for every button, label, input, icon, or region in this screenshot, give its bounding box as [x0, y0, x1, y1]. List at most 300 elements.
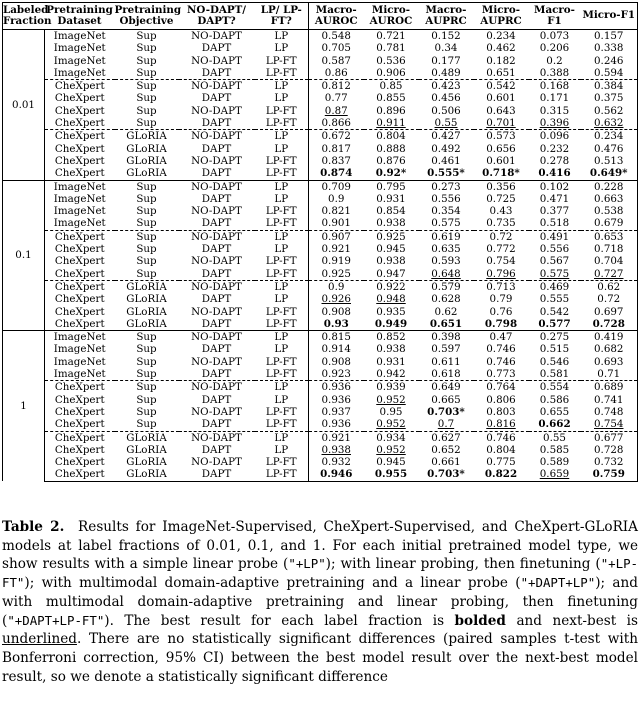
micro-auprc-cell: 0.356: [474, 180, 529, 193]
pretraining-objective-cell: GLoRIA: [115, 167, 179, 180]
macro-auprc-cell: 0.427: [419, 130, 474, 143]
dapt-cell: NO-DAPT: [191, 205, 242, 218]
underlined-value: 0.575: [539, 267, 570, 280]
macro-auprc-cell: 0.597: [431, 343, 461, 356]
pretraining-dataset-cell: CheXpert: [54, 117, 105, 130]
table-row: [3, 117, 638, 130]
micro-auroc-cell: 0.85: [364, 80, 419, 93]
dapt-cell: DAPT: [201, 293, 232, 306]
micro-auprc-cell: 0.573: [474, 130, 529, 143]
dapt-cell: DAPT: [201, 92, 232, 105]
underlined-value: 0.754: [594, 418, 624, 431]
table-row: [3, 381, 638, 394]
macro-auroc-cell: 0.923: [321, 368, 351, 381]
macro-f1-cell: 0.102: [529, 180, 581, 193]
macro-f1-cell: 0.662: [538, 418, 571, 431]
dapt-cell: NO-DAPT: [191, 305, 242, 318]
macro-auprc-cell: 0.492: [431, 142, 461, 155]
table-row: [3, 431, 638, 444]
header-row: [3, 3, 638, 30]
underlined-value: 0.7: [437, 418, 455, 431]
micro-auprc-cell: 0.72: [474, 230, 529, 243]
macro-auprc-cell: 0.628: [431, 293, 461, 306]
pretraining-objective-cell: GLoRIA: [115, 431, 179, 444]
micro-auprc-cell: 0.798: [474, 318, 529, 331]
pretraining-dataset-cell: CheXpert: [54, 104, 105, 117]
macro-f1-cell: 0.518: [539, 217, 570, 230]
dapt-cell: DAPT: [179, 167, 255, 180]
micro-auroc-cell: 0.795: [364, 180, 419, 193]
underlined-value: 0.659: [539, 468, 570, 481]
pretraining-dataset-cell: CheXpert: [54, 456, 105, 469]
pretraining-objective-cell: GLoRIA: [126, 154, 167, 167]
lp-cell: LP: [255, 444, 309, 456]
table-row: [3, 468, 638, 481]
pretraining-dataset-cell: CheXpert: [45, 230, 115, 243]
micro-auprc-cell: 0.47: [474, 331, 529, 344]
pretraining-objective-cell: Sup: [136, 355, 157, 368]
caption-code-4: "+DAPT+LP-FT": [7, 612, 105, 628]
macro-auroc-cell: 0.925: [321, 267, 351, 280]
lp-cell: LP-FT: [255, 167, 309, 180]
macro-auprc-cell: 0.423: [419, 80, 474, 93]
micro-auprc-cell: 0.746: [486, 343, 516, 356]
micro-f1-cell: 0.157: [581, 30, 638, 43]
table-row: [3, 130, 638, 143]
lp-cell: LP-FT: [255, 468, 309, 481]
macro-f1-cell: 0.388: [539, 66, 570, 79]
macro-auprc-cell: 0.62: [434, 305, 458, 318]
macro-f1-cell: 0.096: [529, 130, 581, 143]
micro-auroc-cell: 0.721: [376, 30, 406, 42]
micro-auprc-cell: 0.542: [474, 80, 529, 93]
micro-auprc-cell: 0.76: [489, 305, 513, 318]
pretraining-objective-cell: Sup: [136, 418, 157, 431]
macro-f1-cell: 0.581: [539, 368, 570, 381]
micro-f1-cell: 0.653: [581, 230, 638, 243]
lp-cell: LP: [255, 30, 309, 43]
micro-auprc-cell: 0.656: [486, 142, 516, 155]
pretraining-dataset-cell: CheXpert: [45, 130, 115, 143]
pretraining-dataset-cell: CheXpert: [54, 243, 105, 256]
micro-auprc-cell: 0.43: [489, 205, 513, 218]
caption-text-2: ); with linear probing, then finetuning (: [325, 556, 601, 573]
pretraining-dataset-cell: CheXpert: [45, 431, 115, 444]
macro-auroc-cell: 0.936: [309, 381, 364, 394]
macro-f1-cell: 0.171: [539, 92, 570, 105]
pretraining-dataset-cell: ImageNet: [53, 54, 106, 67]
macro-auroc-cell: 0.93: [309, 318, 364, 331]
pretraining-objective-cell: Sup: [136, 343, 157, 356]
underlined-value: 0.55: [434, 117, 458, 130]
dapt-cell: NO-DAPT: [179, 130, 255, 143]
caption-code-1: "+LP": [288, 556, 326, 572]
lp-cell: LP-FT: [255, 368, 309, 381]
micro-auroc-cell: 0.888: [376, 142, 406, 155]
underlined-value: 0.911: [376, 117, 406, 130]
macro-auroc-cell: [309, 293, 364, 305]
macro-auroc-cell: 0.9: [328, 192, 345, 205]
pretraining-objective-cell: Sup: [136, 393, 157, 406]
underlined-value: 0.952: [376, 443, 406, 456]
macro-f1-cell: 0.471: [539, 192, 570, 205]
macro-auroc-cell: 0.812: [309, 80, 364, 93]
lp-cell: LP: [255, 143, 309, 155]
macro-auroc-cell: 0.937: [321, 405, 351, 418]
micro-auprc-cell: 0.234: [486, 30, 516, 42]
macro-f1-cell: 0.577: [529, 318, 581, 331]
table-row: [3, 180, 638, 193]
micro-f1-cell: 0.228: [581, 180, 638, 193]
table-row: [3, 42, 638, 54]
table-row: [3, 105, 638, 117]
macro-auprc-cell: 0.575: [431, 217, 461, 230]
macro-f1-cell: 0.232: [539, 142, 570, 155]
dapt-cell: NO-DAPT: [191, 104, 242, 117]
pretraining-objective-cell: Sup: [136, 66, 157, 79]
table-row: [3, 343, 638, 355]
micro-auroc-cell: 0.939: [364, 381, 419, 394]
underlined-value: 0.727: [594, 267, 624, 280]
pretraining-objective-cell: Sup: [136, 255, 157, 268]
header-pretraining-dataset: Pretraining Dataset: [45, 3, 115, 30]
lp-cell: LP-FT: [255, 117, 309, 130]
pretraining-dataset-cell: CheXpert: [54, 393, 105, 406]
micro-auroc-cell: 0.947: [376, 267, 406, 280]
table-row: [3, 155, 638, 167]
macro-f1-cell: 0.515: [539, 343, 570, 356]
macro-auprc-cell: 0.152: [431, 30, 461, 42]
pretraining-dataset-cell: ImageNet: [45, 180, 115, 193]
macro-f1-cell: 0.55: [529, 431, 581, 444]
caption-text-6: and next-best is: [505, 612, 639, 629]
pretraining-objective-cell: Sup: [136, 92, 157, 105]
pretraining-objective-cell: GLoRIA: [126, 142, 167, 155]
macro-auroc-cell: 0.936: [321, 418, 351, 431]
table-row: [3, 230, 638, 243]
macro-auprc-cell: 0.34: [434, 42, 458, 55]
pretraining-objective-cell: Sup: [136, 267, 157, 280]
micro-auroc-cell: 0.942: [376, 368, 406, 381]
micro-auprc-cell: 0.806: [486, 393, 516, 406]
caption-bold-word: bolded: [454, 612, 506, 629]
micro-f1-cell: 0.728: [581, 318, 638, 331]
macro-auroc-cell: 0.817: [321, 142, 351, 155]
pretraining-objective-cell: Sup: [136, 368, 157, 381]
micro-f1-cell: 0.693: [581, 356, 638, 368]
header-micro-auprc: Micro-AUPRC: [474, 3, 529, 30]
micro-f1-cell: 0.697: [581, 306, 638, 318]
lp-cell: LP-FT: [255, 105, 309, 117]
pretraining-dataset-cell: CheXpert: [54, 267, 105, 280]
pretraining-dataset-cell: CheXpert: [54, 255, 105, 268]
pretraining-dataset-cell: ImageNet: [53, 30, 106, 42]
lp-cell: LP: [255, 42, 309, 54]
micro-auroc-cell: 0.896: [376, 104, 406, 117]
dapt-cell: NO-DAPT: [191, 405, 242, 418]
macro-auroc-cell: 0.901: [321, 217, 351, 230]
micro-f1-cell: 0.728: [581, 444, 638, 456]
micro-auprc-cell: 0.754: [486, 255, 516, 268]
macro-f1-cell: 0.377: [539, 205, 570, 218]
table-row: [3, 193, 638, 205]
macro-auroc-cell: 0.821: [321, 205, 351, 218]
macro-auprc-cell: 0.273: [419, 180, 474, 193]
table-row: [3, 268, 638, 281]
caption-text-5: ). The best result for each label fraction is: [104, 612, 455, 629]
pretraining-dataset-cell: CheXpert: [45, 280, 115, 293]
table-row: [3, 456, 638, 468]
micro-f1-cell: [581, 268, 638, 281]
micro-auroc-cell: 0.876: [376, 154, 406, 167]
micro-auprc-cell: 0.79: [489, 293, 513, 306]
macro-auroc-cell: 0.548: [321, 30, 351, 42]
micro-auroc-cell: 0.922: [364, 280, 419, 293]
macro-auroc-cell: 0.874: [309, 167, 364, 180]
macro-auprc-cell: 0.354: [431, 205, 461, 218]
macro-f1-cell: 0.546: [539, 355, 570, 368]
pretraining-objective-cell: Sup: [136, 117, 157, 130]
dapt-cell: DAPT: [201, 117, 232, 130]
macro-f1-cell: 0.555: [539, 293, 570, 306]
table-row: [3, 243, 638, 255]
macro-auprc-cell: 0.555*: [419, 167, 474, 180]
table-row: [3, 167, 638, 180]
macro-auroc-cell: 0.705: [321, 42, 351, 55]
header-lp: LP/ LP-FT?: [255, 3, 309, 30]
macro-f1-cell: 0.567: [539, 255, 570, 268]
micro-f1-cell: 0.677: [581, 431, 638, 444]
table-row: [3, 318, 638, 331]
header-macro-f1: Macro-F1: [529, 3, 581, 30]
lp-cell: LP: [255, 80, 309, 93]
macro-auroc-cell: [309, 444, 364, 456]
dapt-cell: NO-DAPT: [191, 30, 242, 42]
pretraining-objective-cell: GLoRIA: [115, 280, 179, 293]
micro-f1-cell: 0.384: [581, 80, 638, 93]
macro-auroc-cell: 0.907: [309, 230, 364, 243]
header-labeled-fraction: Labeled Fraction: [3, 3, 45, 30]
macro-auprc-cell: 0.177: [431, 54, 461, 67]
micro-auprc-cell: 0.462: [486, 42, 516, 55]
underlined-value: 0.948: [376, 293, 406, 306]
caption-text-4: ); and with multimodal domain-adaptive pretraining and linear probing, then finetuning (: [2, 575, 638, 629]
macro-auroc-cell: 0.866: [321, 117, 351, 130]
pretraining-objective-cell: Sup: [115, 381, 179, 394]
macro-auprc-cell: 0.618: [431, 368, 461, 381]
underlined-value: 0.648: [431, 267, 461, 280]
micro-auroc-cell: 0.934: [364, 431, 419, 444]
micro-auprc-cell: 0.746: [486, 355, 516, 368]
macro-auprc-cell: 0.456: [431, 92, 461, 105]
pretraining-dataset-cell: CheXpert: [45, 318, 115, 331]
micro-auprc-cell: 0.764: [474, 381, 529, 394]
macro-f1-cell: 0.469: [529, 280, 581, 293]
micro-f1-cell: 0.663: [581, 193, 638, 205]
lp-cell: LP-FT: [255, 155, 309, 167]
pretraining-dataset-cell: ImageNet: [53, 217, 106, 230]
table-row: [3, 67, 638, 80]
pretraining-objective-cell: GLoRIA: [126, 443, 167, 456]
micro-f1-cell: 0.476: [581, 143, 638, 155]
lp-cell: LP: [255, 280, 309, 293]
underlined-value: 0.816: [486, 418, 516, 431]
dapt-cell: NO-DAPT: [179, 230, 255, 243]
table-row: [3, 80, 638, 93]
table-row: [3, 30, 638, 43]
pretraining-dataset-cell: CheXpert: [54, 142, 105, 155]
micro-auprc-cell: 0.746: [474, 431, 529, 444]
labeled-fraction-cell: 0.01: [3, 30, 45, 181]
micro-auprc-cell: 0.718*: [474, 167, 529, 180]
lp-cell: LP-FT: [255, 318, 309, 331]
macro-auprc-cell: 0.661: [431, 456, 461, 469]
micro-auprc-cell: 0.803: [486, 405, 516, 418]
table-row: [3, 406, 638, 418]
table-body: [3, 30, 638, 482]
pretraining-objective-cell: Sup: [136, 217, 157, 230]
micro-f1-cell: 0.419: [581, 331, 638, 344]
macro-auroc-cell: 0.932: [321, 456, 351, 469]
macro-f1-cell: 0.073: [539, 30, 570, 42]
dapt-cell: DAPT: [201, 418, 232, 431]
table-row: [3, 306, 638, 318]
underlined-value: 0.938: [321, 443, 351, 456]
micro-auroc-cell: 0.938: [376, 343, 406, 356]
micro-f1-cell: 0.649*: [581, 167, 638, 180]
dapt-cell: DAPT: [201, 443, 232, 456]
micro-auroc-cell: 0.95: [379, 405, 403, 418]
header-micro-f1: Micro-F1: [581, 3, 638, 30]
pretraining-objective-cell: Sup: [136, 104, 157, 117]
micro-auprc-cell: 0.725: [486, 192, 516, 205]
macro-f1-cell: [529, 268, 581, 281]
macro-f1-cell: 0.278: [539, 154, 570, 167]
micro-f1-cell: 0.748: [581, 406, 638, 418]
pretraining-dataset-cell: CheXpert: [54, 92, 105, 105]
micro-f1-cell: 0.338: [581, 42, 638, 54]
dapt-cell: DAPT: [201, 267, 232, 280]
dapt-cell: DAPT: [201, 192, 232, 205]
macro-auprc-cell: 0.579: [419, 280, 474, 293]
micro-auroc-cell: 0.945: [376, 456, 406, 469]
micro-auroc-cell: [364, 117, 419, 130]
dapt-cell: NO-DAPT: [191, 255, 242, 268]
pretraining-dataset-cell: CheXpert: [54, 418, 105, 431]
dapt-cell: NO-DAPT: [179, 180, 255, 193]
macro-auprc-cell: [419, 268, 474, 281]
header-pretraining-objective: Pretraining Objective: [115, 3, 179, 30]
underlined-value: 0.952: [376, 393, 406, 406]
pretraining-objective-cell: Sup: [115, 230, 179, 243]
table-caption: [2, 518, 638, 686]
macro-auroc-cell: 0.815: [309, 331, 364, 344]
macro-auprc-cell: 0.461: [431, 154, 461, 167]
micro-auroc-cell: 0.938: [376, 217, 406, 230]
dapt-cell: NO-DAPT: [191, 54, 242, 67]
caption-text-7: . There are no statistically significant differences (paired samples t-test with Bonferroni correction, 95% CI) between the best model result over the next-best model result, so we denote a statistically significant difference: [2, 631, 638, 685]
macro-auprc-cell: 0.703*: [427, 405, 465, 418]
micro-f1-cell: 0.682: [581, 343, 638, 355]
micro-f1-cell: 0.689: [581, 381, 638, 394]
macro-f1-cell: 0.655: [539, 405, 570, 418]
micro-auprc-cell: 0.775: [486, 456, 516, 469]
pretraining-objective-cell: Sup: [136, 243, 157, 256]
macro-auroc-cell: 0.919: [321, 255, 351, 268]
macro-f1-cell: 0.416: [529, 167, 581, 180]
pretraining-objective-cell: GLoRIA: [126, 305, 167, 318]
pretraining-dataset-cell: ImageNet: [53, 343, 106, 356]
caption-text-3: ); with multimodal domain-adaptive pretraining and a linear probe (: [24, 575, 521, 592]
pretraining-dataset-cell: CheXpert: [54, 293, 105, 306]
micro-auroc-cell: 0.536: [376, 54, 406, 67]
macro-auprc-cell: 0.398: [419, 331, 474, 344]
macro-auroc-cell: 0.9: [309, 280, 364, 293]
micro-f1-cell: 0.594: [581, 67, 638, 80]
pretraining-objective-cell: Sup: [115, 180, 179, 193]
results-table: [2, 2, 638, 482]
macro-f1-cell: 0.206: [539, 42, 570, 55]
dapt-cell: DAPT: [179, 468, 255, 481]
lp-cell: LP: [255, 193, 309, 205]
micro-auroc-cell: [364, 394, 419, 406]
micro-auroc-cell: 0.855: [376, 92, 406, 105]
dapt-cell: NO-DAPT: [179, 381, 255, 394]
micro-f1-cell: 0.679: [581, 217, 638, 230]
header-macro-auprc: Macro-AUPRC: [419, 3, 474, 30]
micro-f1-cell: 0.62: [581, 280, 638, 293]
macro-auprc-cell: [419, 418, 474, 431]
macro-f1-cell: [529, 468, 581, 481]
macro-auroc-cell: 0.587: [321, 54, 351, 67]
micro-auprc-cell: 0.713: [474, 280, 529, 293]
macro-f1-cell: [529, 117, 581, 130]
lp-cell: LP-FT: [255, 406, 309, 418]
macro-auprc-cell: 0.619: [419, 230, 474, 243]
macro-auprc-cell: 0.649: [419, 381, 474, 394]
macro-auprc-cell: 0.593: [431, 255, 461, 268]
dapt-cell: DAPT: [201, 217, 232, 230]
dapt-cell: DAPT: [201, 42, 232, 55]
lp-cell: LP-FT: [255, 456, 309, 468]
lp-cell: LP: [255, 381, 309, 394]
macro-f1-cell: 0.589: [539, 456, 570, 469]
macro-f1-cell: 0.315: [539, 104, 570, 117]
caption-text-1: Results for ImageNet-Supervised, CheXpert-Supervised, and CheXpert-GLoRIA models at label fractions of 0.01, 0.1, and 1. For each initial pretrained model type, we show results with a simple linear probe (: [2, 519, 638, 573]
dapt-cell: NO-DAPT: [191, 456, 242, 469]
pretraining-dataset-cell: ImageNet: [53, 205, 106, 218]
dapt-cell: DAPT: [201, 343, 232, 356]
micro-auroc-cell: 0.906: [376, 66, 406, 79]
micro-auprc-cell: 0.773: [486, 368, 516, 381]
table-row: [3, 92, 638, 104]
macro-auroc-cell: 0.672: [309, 130, 364, 143]
macro-f1-cell: 0.491: [529, 230, 581, 243]
macro-auprc-cell: 0.651: [419, 318, 474, 331]
lp-cell: LP: [255, 431, 309, 444]
macro-auroc-cell: 0.921: [309, 431, 364, 444]
micro-auroc-cell: 0.854: [376, 205, 406, 218]
dapt-cell: DAPT: [201, 142, 232, 155]
lp-cell: LP: [255, 230, 309, 243]
pretraining-objective-cell: Sup: [136, 405, 157, 418]
micro-auroc-cell: 0.931: [376, 355, 406, 368]
table-row: [3, 368, 638, 381]
table-row: [3, 217, 638, 230]
lp-cell: LP-FT: [255, 67, 309, 80]
pretraining-objective-cell: GLoRIA: [115, 468, 179, 481]
micro-auroc-cell: [364, 444, 419, 456]
